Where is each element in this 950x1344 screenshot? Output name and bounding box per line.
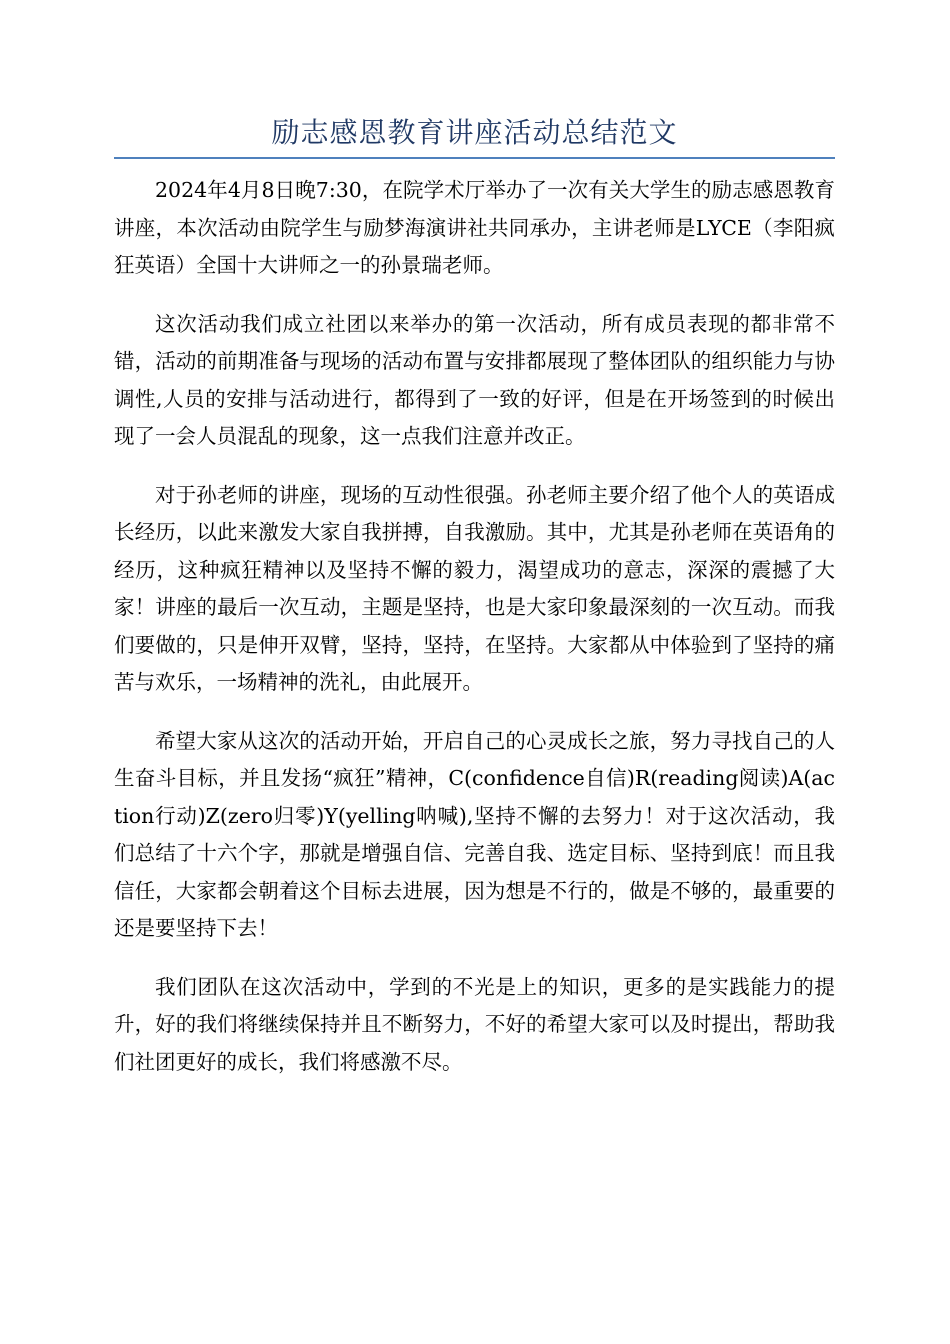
paragraph-5: 我们团队在这次活动中，学到的不光是上的知识，更多的是实践能力的提升，好的我们将继续保持并且不断努力，不好的希望大家可以及时提出，帮助我们社团更好的成长，我们将感激不尽。 xyxy=(114,974,835,1074)
paragraph-2: 这次活动我们成立社团以来举办的第一次活动，所有成员表现的都非常不错，活动的前期准备与现场的活动布置与安排都展现了整体团队的组织能力与协调性,人员的安排与活动进行，都得到了一致的好评，但是在开场签到的时候出现了一会人员混乱的现象，这一点我们注意并改正。 xyxy=(114,311,835,448)
title-block xyxy=(114,112,835,159)
paragraph-3: 对于孙老师的讲座，现场的互动性很强。孙老师主要介绍了他个人的英语成长经历，以此来激发大家自我拼搏，自我激励。其中，尤其是孙老师在英语角的经历，这种疯狂精神以及坚持不懈的毅力，渴望成功的意志，深深的震撼了大家！讲座的最后一次互动，主题是坚持，也是大家印象最深刻的一次互动。而我们要做的，只是伸开双臂，坚持，坚持，在坚持。大家都从中体验到了坚持的痛苦与欢乐，一场精神的洗礼，由此展开。 xyxy=(114,482,835,694)
document-body xyxy=(114,172,835,1102)
page-title: 励志感恩教育讲座活动总结范文 xyxy=(271,116,678,149)
paragraph-1: 2024年4月8日晚7:30，在院学术厅举办了一次有关大学生的励志感恩教育讲座，本次活动由院学生与励梦海演讲社共同承办，主讲老师是LYCE（李阳疯狂英语）全国十大讲师之一的孙景瑞老师。 xyxy=(114,178,835,277)
paragraph-4: 希望大家从这次的活动开始，开启自己的心灵成长之旅，努力寻找自己的人生奋斗目标，并且发扬“疯狂”精神，C(confidence自信)R(reading阅读)A(action行动)Z(zero归零)Y(yelling呐喊),坚持不懈的去努力！对于这次活动，我们总结了十六个字，那就是增强自信、完善自我、选定目标、坚持到底！而且我信任，大家都会朝着这个目标去进展，因为想是不行的，做是不够的，最重要的还是要坚持下去！ xyxy=(114,728,835,940)
